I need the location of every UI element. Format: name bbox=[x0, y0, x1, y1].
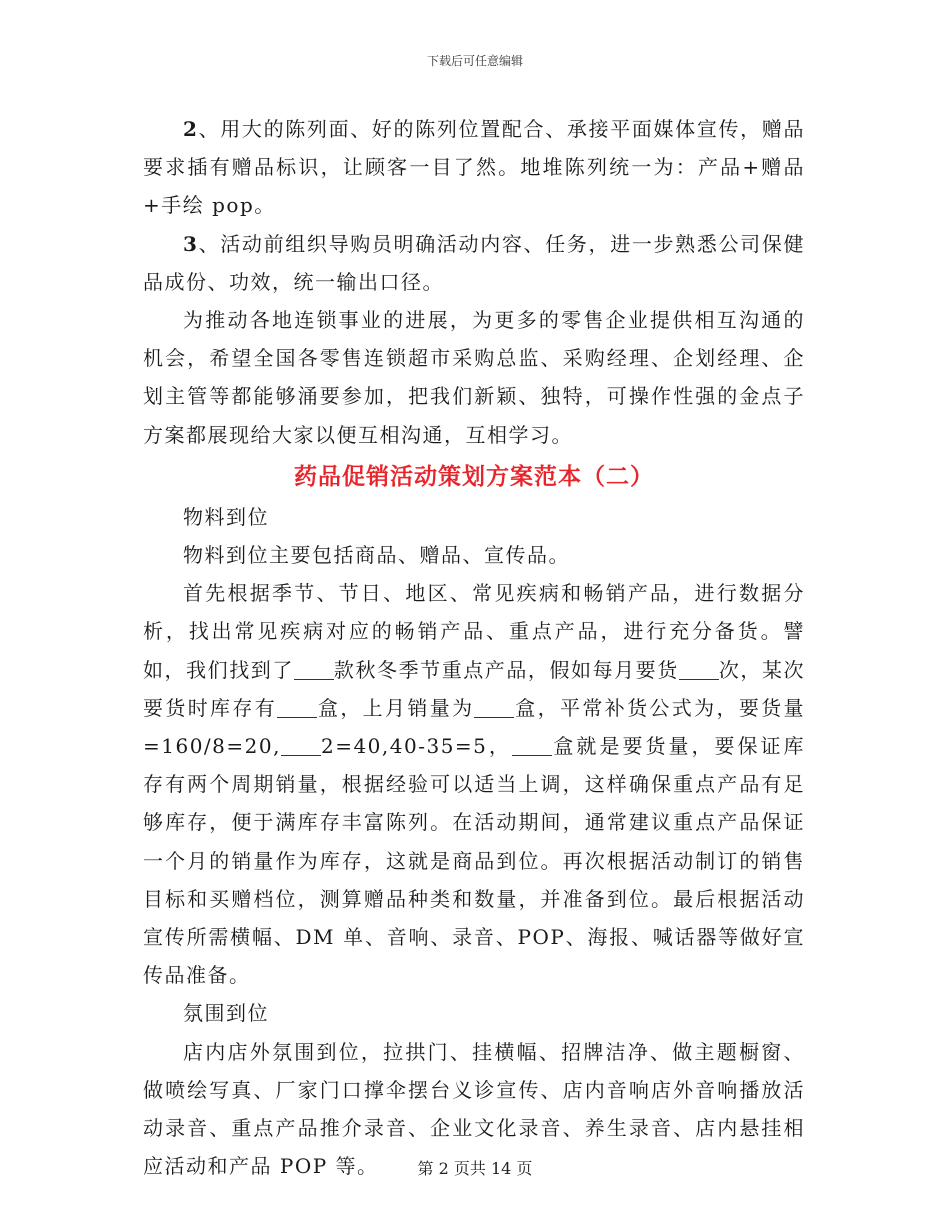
fill-blank bbox=[679, 659, 719, 680]
item-text: 、用大的陈列面、好的陈列位置配合、承接平面媒体宣传，赠品要求插有赠品标识，让顾客一目了然。地堆陈列统一为：产品+赠品+手绘 pop。 bbox=[143, 117, 805, 218]
fill-blank bbox=[474, 697, 514, 718]
subheading-materials: 物料到位 bbox=[183, 504, 269, 529]
item-number: 2 bbox=[183, 117, 199, 141]
text-run: 首先根据季节、节日、地区、常见疾病和畅销产品，进行数据分析，找出常见疾病对应的畅销产品、重点产品，进行充分备货。譬如，我们找到了 bbox=[143, 581, 805, 682]
text-run: 款秋冬季节重点产品，假如每月要货 bbox=[333, 657, 679, 682]
paragraph-invitation: 为推动各地连锁事业的进展，为更多的零售企业提供相互沟通的机会，希望全国各零售连锁超市采购总监、采购经理、企划经理、企划主管等都能够涌要参加，把我们新颖、独特，可操作性强的金点子方案都展现给大家以便互相沟通，互相学习。 bbox=[143, 308, 805, 447]
subheading-atmosphere: 氛围到位 bbox=[183, 1001, 269, 1026]
text-run: 盒，平常补货公式为，要货量=160/8=20, bbox=[143, 695, 806, 759]
paragraph-atmosphere: 店内店外氛围到位，拉拱门、挂横幅、招牌洁净、做主题橱窗、做喷绘写真、厂家门口撑伞摆台义诊宣传、店内音响店外音响播放活动录音、重点产品推介录音、企业文化录音、养生录音、店内悬挂相应活动和产品 POP 等。 bbox=[143, 1039, 805, 1179]
paragraph-materials-detail bbox=[143, 574, 805, 994]
text-run: 2=40,40-35=5， bbox=[320, 734, 512, 759]
item-text: 、活动前组织导购员明确活动内容、任务，进一步熟悉公司保健品成份、功效，统一输出口径。 bbox=[143, 231, 805, 294]
paragraph-materials-intro: 物料到位主要包括商品、赠品、宣传品。 bbox=[183, 543, 570, 568]
text-run: 盒，上月销量为 bbox=[317, 695, 475, 720]
page-footer: 第 2 页共 14 页 bbox=[417, 1159, 533, 1178]
text-run: 盒就是要货量，要保证库存有两个周期销量，根据经验可以适当上调，这样确保重点产品有足够库存，便于满库存丰富陈列。在活动期间，通常建议重点产品保证一个月的销量作为库存，这就是商品到位。再次根据活动制订的销售目标和买赠档位，测算赠品种类和数量，并准备到位。最后根据活动宣传所需横幅、DM 单、音响、录音、POP、海报、喊话器等做好宣传品准备。 bbox=[143, 734, 806, 988]
text-run: 次，某次要货时库存有 bbox=[143, 657, 806, 720]
fill-blank bbox=[281, 735, 321, 756]
item-number: 3 bbox=[183, 231, 199, 256]
page-header: 下载后可任意编辑 bbox=[426, 54, 523, 68]
fill-blank bbox=[294, 659, 334, 680]
fill-blank bbox=[277, 697, 317, 718]
paragraph-item-2 bbox=[143, 110, 805, 225]
fill-blank bbox=[512, 735, 552, 756]
paragraph-item-3 bbox=[143, 225, 805, 301]
section-title: 药品促销活动策划方案范本（二） bbox=[294, 463, 654, 490]
document-body bbox=[143, 110, 805, 1185]
